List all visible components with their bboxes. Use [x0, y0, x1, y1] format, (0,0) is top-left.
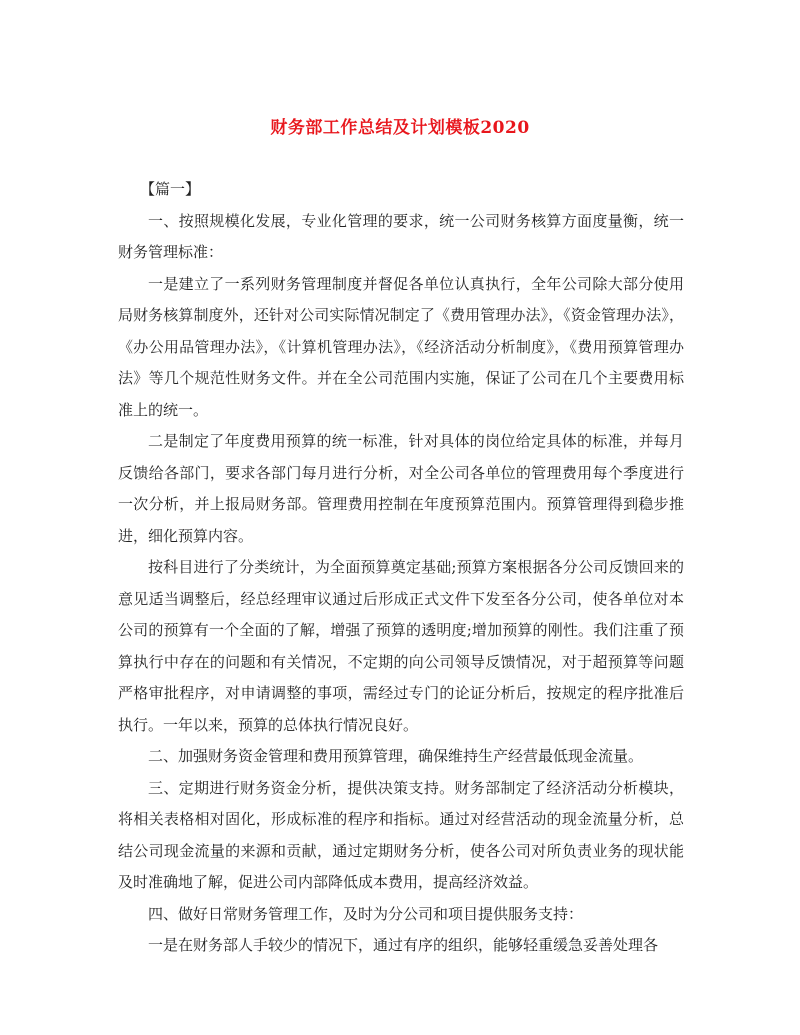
paragraph: 二是制定了年度费用预算的统一标准，针对具体的岗位给定具体的标准，并每月反馈给各部门，要求各部门每月进行分析，对全公司各单位的管理费用每个季度进行一次分析，并上报局财务部。管理费用控制在年度预算范围内。预算管理得到稳步推进，细化预算内容。 [118, 432, 684, 545]
document-body [118, 174, 684, 962]
document-title: 财务部工作总结及计划模板2020 [270, 118, 530, 138]
paragraph: 按科目进行了分类统计，为全面预算奠定基础;预算方案根据各分公司反馈回来的意见适当调整后，经总经理审议通过后形成正式文件下发至各分公司，使各单位对本公司的预算有一个全面的了解，增强了预算的透明度;增加预算的刚性。我们注重了预算执行中存在的问题和有关情况，不定期的向公司领导反馈情况，对于超预算等问题严格审批程序，对申请调整的事项，需经过专门的论证分析后，按规定的程序批准后执行。一年以来，预算的总体执行情况良好。 [118, 558, 684, 734]
paragraph: 四、做好日常财务管理工作，及时为分公司和项目提供服务支持： [148, 904, 584, 923]
section-heading: 【篇一】 [140, 180, 201, 198]
paragraph: 一是建立了一系列财务管理制度并督促各单位认真执行，全年公司除大部分使用局财务核算制度外，还针对公司实际情况制定了《费用管理办法》，《资金管理办法》，《办公用品管理办法》，《计算机管理办法》，《经济活动分析制度》，《费用预算管理办法》等几个规范性财务文件。并在全公司范围内实施，保证了公司在几个主要费用标准上的统一。 [118, 274, 684, 419]
paragraph: 二、加强财务资金管理和费用预算管理，确保维持生产经营最低现金流量。 [148, 747, 644, 765]
paragraph: 三、定期进行财务资金分析，提供决策支持。财务部制定了经济活动分析模块，将相关表格相对固化，形成标准的程序和指标。通过对经营活动的现金流量分析，总结公司现金流量的来源和贡献，通过定期财务分析，使各公司对所负责业务的现状能及时准确地了解，促进公司内部降低成本费用，提高经济效益。 [118, 778, 684, 891]
paragraph: 一、按照规模化发展，专业化管理的要求，统一公司财务核算方面度量衡，统一财务管理标准： [118, 211, 684, 261]
paragraph: 一是在财务部人手较少的情况下，通过有序的组织，能够轻重缓急妥善处理各 [148, 936, 659, 954]
